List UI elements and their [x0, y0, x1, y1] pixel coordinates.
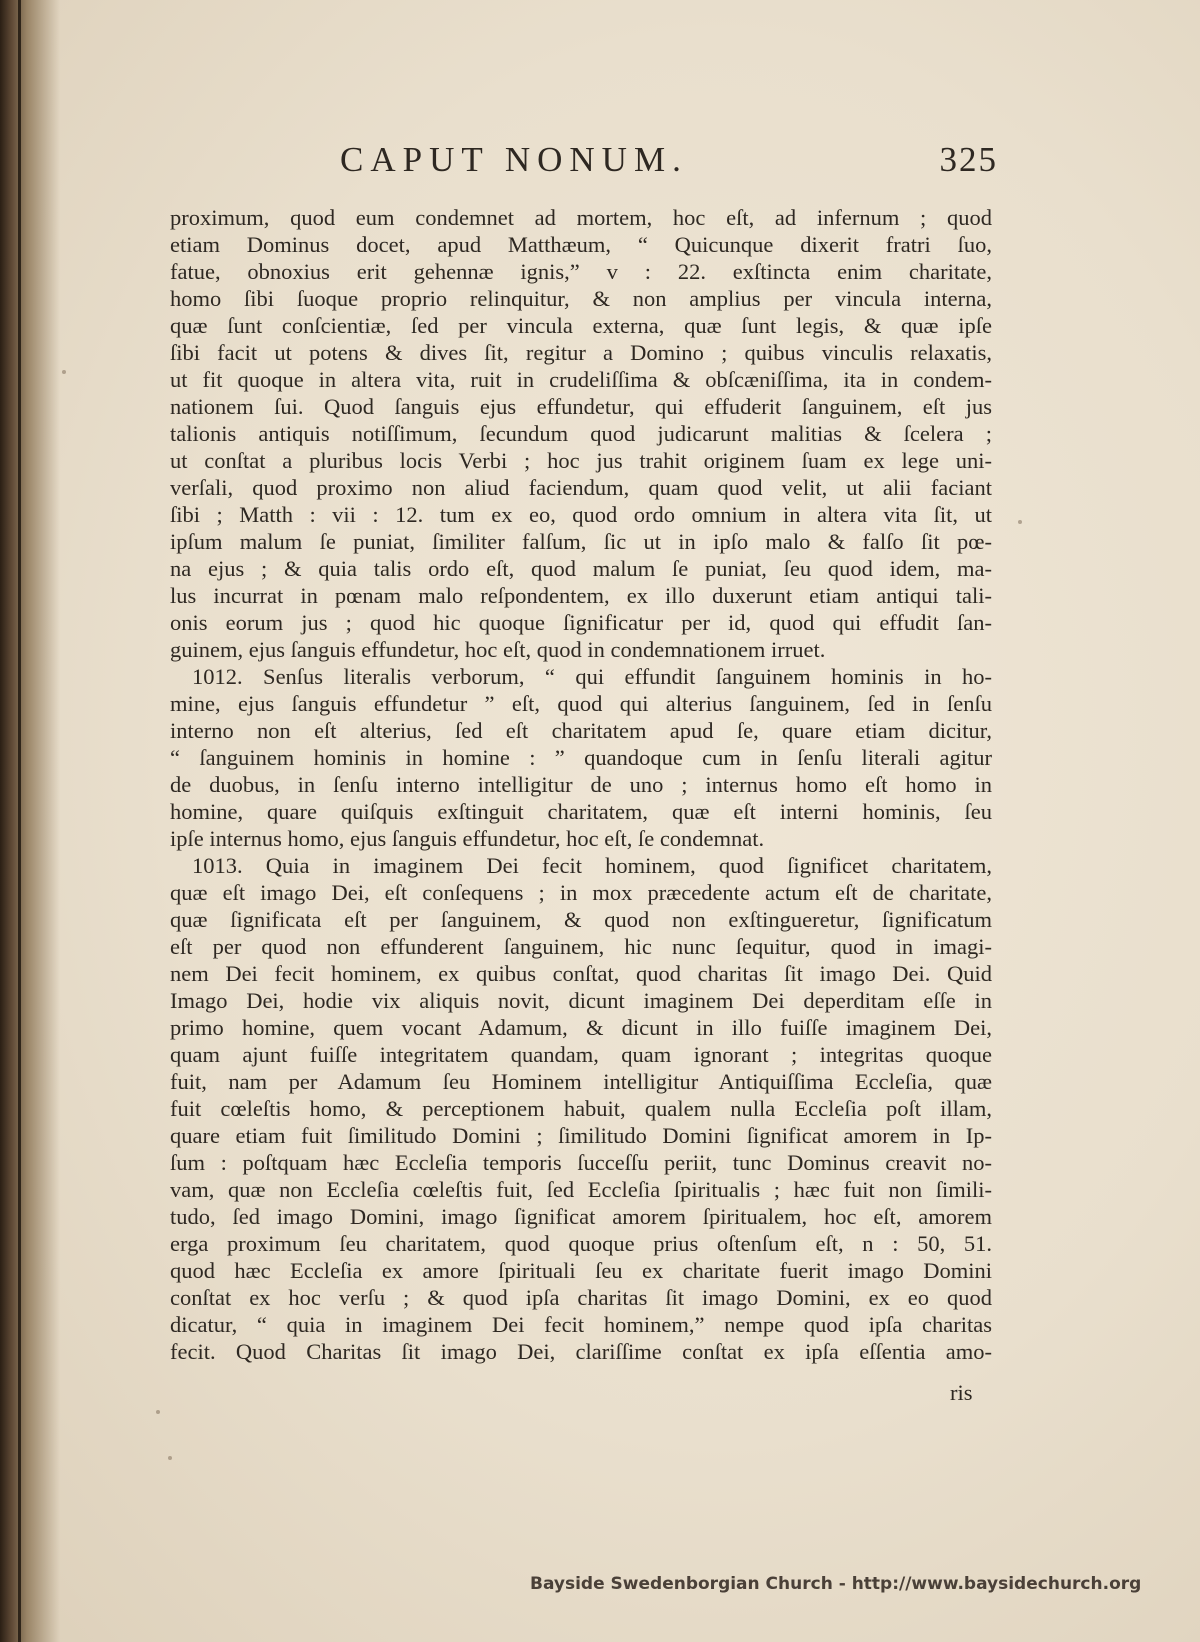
text-line: mine, ejus ſanguis effundetur ” eſt, quod qui alterius ſanguinem, ſed in ſenſu [170, 691, 992, 716]
text-line: ut fit quoque in altera vita, ruit in crudeliſſima & obſcæniſſima, ita in condem- [170, 367, 992, 392]
text-line: nationem ſui. Quod ſanguis ejus effundetur, qui effuderit ſanguinem, eſt jus [170, 394, 992, 419]
text-line: dicatur, “ quia in imaginem Dei fecit hominem,” nempe quod ipſa charitas [170, 1312, 992, 1337]
book-spine-edge [18, 0, 21, 1642]
body-text [170, 204, 992, 1365]
text-line: talionis antiquis notiſſimum, ſecundum quod judicarunt malitias & ſcelera ; [170, 421, 992, 446]
text-line: guinem, ejus ſanguis effundetur, hoc eſt, quod in condemnationem irruet. [170, 637, 826, 662]
running-head [168, 140, 998, 186]
text-line: homo ſibi ſuoque proprio relinquitur, & non amplius per vincula interna, [170, 286, 992, 311]
text-line: ipſum malum ſe puniat, ſimiliter falſum, ſic ut in ipſo malo & falſo ſit pœ- [170, 529, 992, 554]
text-line: ut conſtat a pluribus locis Verbi ; hoc jus trahit originem ſuam ex lege uni- [170, 448, 992, 473]
text-line: quæ ſignificata eſt per ſanguinem, & quod non exſtingueretur, ſignificatum [170, 907, 992, 932]
paper-spot [1018, 520, 1022, 524]
text-line: etiam Dominus docet, apud Matthæum, “ Quicunque dixerit fratri ſuo, [170, 232, 992, 257]
chapter-title: CAPUT NONUM. [340, 140, 688, 179]
text-line: tudo, ſed imago Domini, imago ſignificat amorem ſpiritualem, hoc eſt, amorem [170, 1204, 992, 1229]
text-line: verſali, quod proximo non aliud faciendum, quam quod velit, ut alii faciant [170, 475, 992, 500]
text-line: na ejus ; & quia talis ordo eſt, quod malum ſe puniat, ſeu quod idem, ma- [170, 556, 992, 581]
text-line: 1013. Quia in imaginem Dei fecit hominem, quod ſignificet charitatem, [192, 853, 992, 878]
text-line: vam, quæ non Eccleſia cœleſtis fuit, ſed Eccleſia ſpiritualis ; hæc fuit non ſimili- [170, 1177, 992, 1202]
text-line: fatue, obnoxius erit gehennæ ignis,” v : 22. exſtincta enim charitate, [170, 259, 992, 284]
footer-credit: Bayside Swedenborgian Church - http://www.baysidechurch.org [530, 1574, 1142, 1594]
text-line: homine, quare quiſquis exſtinguit charitatem, quæ eſt interni hominis, ſeu [170, 799, 992, 824]
catchword: ris [950, 1380, 973, 1405]
text-line: quæ ſunt conſcientiæ, ſed per vincula externa, quæ ſunt legis, & quæ ipſe [170, 313, 992, 338]
text-line: fecit. Quod Charitas ſit imago Dei, clariſſime conſtat ex ipſa eſſentia amo- [170, 1339, 992, 1364]
text-line: quare etiam fuit ſimilitudo Domini ; ſimilitudo Domini ſignificat amorem in Ip- [170, 1123, 992, 1148]
text-line: quæ eſt imago Dei, eſt conſequens ; in mox præcedente actum eſt de charitate, [170, 880, 992, 905]
text-line: de duobus, in ſenſu interno intelligitur de uno ; internus homo eſt homo in [170, 772, 992, 797]
text-line: ſibi ; Matth : vii : 12. tum ex eo, quod ordo omnium in altera vita ſit, ut [170, 502, 992, 527]
text-line: Imago Dei, hodie vix aliquis novit, dicunt imaginem Dei deperditam eſſe in [170, 988, 992, 1013]
text-line: proximum, quod eum condemnet ad mortem, hoc eſt, ad infernum ; quod [170, 205, 992, 230]
text-line: fuit cœleſtis homo, & perceptionem habuit, qualem nulla Eccleſia poſt illam, [170, 1096, 992, 1121]
book-spine-shadow [0, 0, 60, 1642]
text-line: “ ſanguinem hominis in homine : ” quandoque cum in ſenſu literali agitur [170, 745, 992, 770]
text-line: 1012. Senſus literalis verborum, “ qui effundit ſanguinem hominis in ho- [192, 664, 992, 689]
text-line: interno non eſt alterius, ſed eſt charitatem apud ſe, quare etiam dicitur, [170, 718, 992, 743]
text-line: ſibi facit ut potens & dives ſit, regitur a Domino ; quibus vinculis relaxatis, [170, 340, 992, 365]
text-line: erga proximum ſeu charitatem, quod quoque prius oſtenſum eſt, n : 50, 51. [170, 1231, 992, 1256]
text-line: quam ajunt fuiſſe integritatem quandam, quam ignorant ; integritas quoque [170, 1042, 992, 1067]
text-line: nem Dei fecit hominem, ex quibus conſtat, quod charitas ſit imago Dei. Quid [170, 961, 992, 986]
text-line: quod hæc Eccleſia ex amore ſpirituali ſeu ex charitate fuerit imago Domini [170, 1258, 992, 1283]
text-line: lus incurrat in pœnam malo reſpondentem, ex illo duxerunt etiam antiqui tali- [170, 583, 992, 608]
text-line: onis eorum jus ; quod hic quoque ſignificatur per id, quod qui effudit ſan- [170, 610, 992, 635]
text-line: eſt per quod non effunderent ſanguinem, hic nunc ſequitur, quod in imagi- [170, 934, 992, 959]
paper-spot [156, 1410, 160, 1414]
paper-spot [62, 370, 66, 374]
text-line: ſum : poſtquam hæc Eccleſia temporis ſucceſſu periit, tunc Dominus creavit no- [170, 1150, 992, 1175]
paper-spot [168, 1456, 172, 1460]
text-line: primo homine, quem vocant Adamum, & dicunt in illo fuiſſe imaginem Dei, [170, 1015, 992, 1040]
text-line: ipſe internus homo, ejus ſanguis effundetur, hoc eſt, ſe condemnat. [170, 826, 765, 851]
text-line: fuit, nam per Adamum ſeu Hominem intelligitur Antiquiſſima Eccleſia, quæ [170, 1069, 992, 1094]
text-line: conſtat ex hoc verſu ; & quod ipſa charitas ſit imago Domini, ex eo quod [170, 1285, 992, 1310]
page-number: 325 [939, 140, 998, 179]
